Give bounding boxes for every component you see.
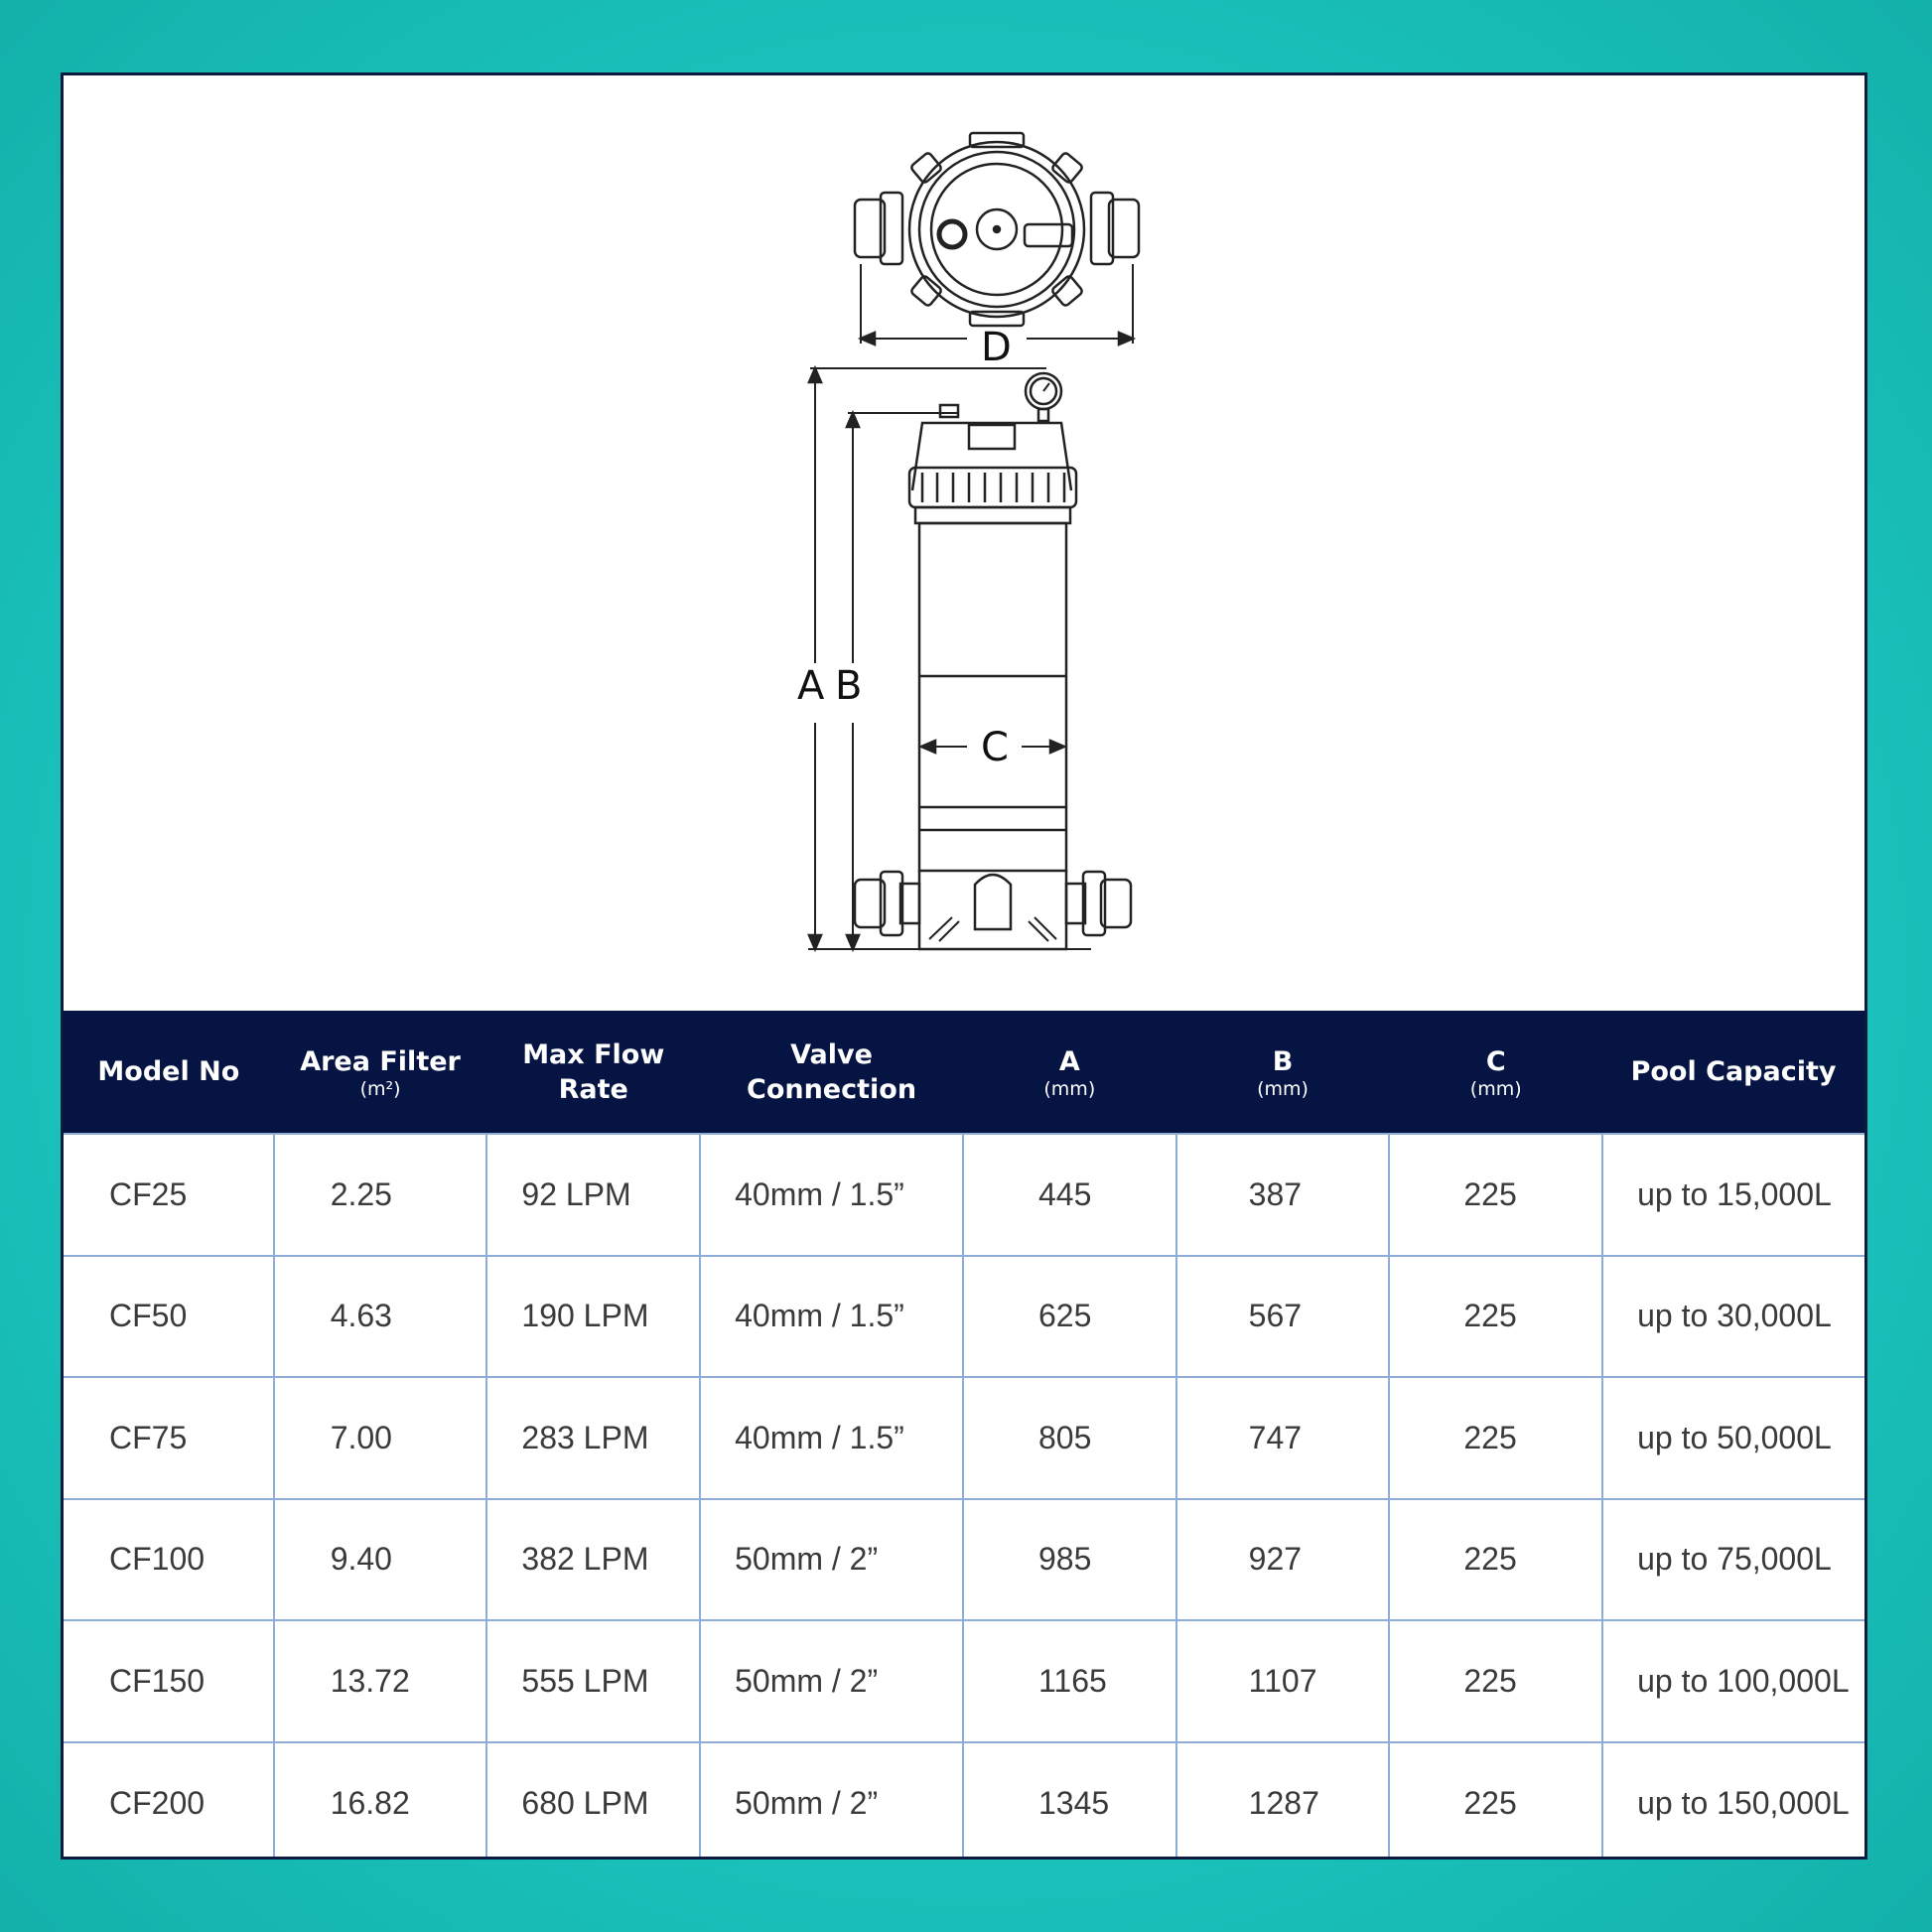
header-area-filter: Area Filter (m²) — [274, 1011, 487, 1134]
cell-c: 225 — [1389, 1742, 1602, 1861]
spec-card — [61, 72, 1867, 1860]
dimension-label-d: D — [981, 325, 1012, 370]
cell-capacity: up to 150,000L — [1602, 1742, 1864, 1861]
cell-c: 225 — [1389, 1620, 1602, 1742]
cell-a: 1345 — [963, 1742, 1176, 1861]
dimension-label-a: A — [797, 663, 825, 709]
cell-model: CF25 — [64, 1134, 274, 1256]
cell-model: CF100 — [64, 1499, 274, 1621]
cell-a: 625 — [963, 1256, 1176, 1378]
cell-model: CF150 — [64, 1620, 274, 1742]
header-b-unit: (mm) — [1257, 1078, 1309, 1100]
cell-valve: 50mm / 2” — [700, 1499, 963, 1621]
cell-capacity: up to 15,000L — [1602, 1134, 1864, 1256]
cell-capacity: up to 100,000L — [1602, 1620, 1864, 1742]
cell-c: 225 — [1389, 1256, 1602, 1378]
header-a-unit: (mm) — [1043, 1078, 1096, 1100]
header-max-flow-rate: Max Flow Rate — [522, 1038, 665, 1105]
cell-flow: 92 LPM — [486, 1134, 700, 1256]
cell-area: 2.25 — [274, 1134, 487, 1256]
cell-c: 225 — [1389, 1499, 1602, 1621]
table-row — [64, 1499, 1864, 1621]
table-row — [64, 1256, 1864, 1378]
cell-flow: 555 LPM — [486, 1620, 700, 1742]
cell-valve: 40mm / 1.5” — [700, 1256, 963, 1378]
header-c: C (mm) — [1389, 1011, 1602, 1134]
cell-c: 225 — [1389, 1134, 1602, 1256]
table-row — [64, 1377, 1864, 1499]
header-area-filter-unit: (m²) — [359, 1078, 401, 1100]
cell-a: 985 — [963, 1499, 1176, 1621]
table-row — [64, 1134, 1864, 1256]
cell-flow: 382 LPM — [486, 1499, 700, 1621]
table-header-row — [64, 1011, 1864, 1134]
cell-b: 1107 — [1176, 1620, 1390, 1742]
header-b: B (mm) — [1176, 1011, 1390, 1134]
cell-c: 225 — [1389, 1377, 1602, 1499]
cell-valve: 50mm / 2” — [700, 1742, 963, 1861]
cell-valve: 40mm / 1.5” — [700, 1134, 963, 1256]
filter-dimension-diagram — [64, 75, 1864, 1009]
cell-a: 1165 — [963, 1620, 1176, 1742]
filter-spec-table — [64, 1011, 1864, 1860]
cell-b: 747 — [1176, 1377, 1390, 1499]
header-valve-connection: Valve Connection — [747, 1038, 917, 1105]
cell-flow: 190 LPM — [486, 1256, 700, 1378]
cell-capacity: up to 30,000L — [1602, 1256, 1864, 1378]
cell-b: 927 — [1176, 1499, 1390, 1621]
cell-area: 13.72 — [274, 1620, 487, 1742]
cell-area: 7.00 — [274, 1377, 487, 1499]
cell-area: 16.82 — [274, 1742, 487, 1861]
table-row — [64, 1620, 1864, 1742]
cell-model: CF50 — [64, 1256, 274, 1378]
cell-a: 445 — [963, 1134, 1176, 1256]
cell-model: CF200 — [64, 1742, 274, 1861]
cell-b: 567 — [1176, 1256, 1390, 1378]
header-pool-capacity: Pool Capacity — [1630, 1056, 1837, 1087]
filter-line-drawing — [64, 75, 1864, 1009]
header-model-no: Model No — [97, 1056, 240, 1087]
header-c-unit: (mm) — [1469, 1078, 1522, 1100]
cell-flow: 283 LPM — [486, 1377, 700, 1499]
cell-area: 4.63 — [274, 1256, 487, 1378]
cell-a: 805 — [963, 1377, 1176, 1499]
cell-b: 1287 — [1176, 1742, 1390, 1861]
cell-valve: 50mm / 2” — [700, 1620, 963, 1742]
header-a: A (mm) — [963, 1011, 1176, 1134]
dimension-label-c: C — [981, 725, 1009, 770]
dimension-label-b: B — [835, 663, 863, 709]
cell-valve: 40mm / 1.5” — [700, 1377, 963, 1499]
table-row — [64, 1742, 1864, 1861]
cell-capacity: up to 75,000L — [1602, 1499, 1864, 1621]
cell-area: 9.40 — [274, 1499, 487, 1621]
cell-model: CF75 — [64, 1377, 274, 1499]
cell-capacity: up to 50,000L — [1602, 1377, 1864, 1499]
cell-flow: 680 LPM — [486, 1742, 700, 1861]
cell-b: 387 — [1176, 1134, 1390, 1256]
